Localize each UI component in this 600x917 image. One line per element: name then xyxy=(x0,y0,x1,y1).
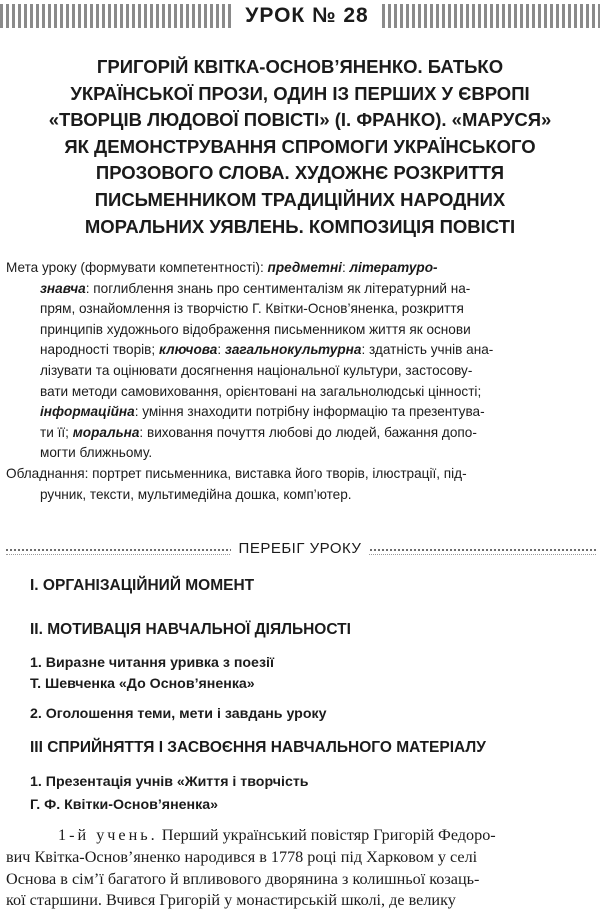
equipment-line: ручник, тексти, мультимедійна дошка, комп’ютер. xyxy=(40,486,352,502)
subsection-heading: Т. Шевченка «До Основ’яненка» xyxy=(30,676,255,692)
lesson-number: УРОК № 28 xyxy=(245,4,369,27)
title-line: МОРАЛЬНИХ УЯВЛЕНЬ. КОМПОЗИЦІЯ ПОВІСТІ xyxy=(84,215,516,237)
info-label: інформаційна xyxy=(40,404,135,420)
equipment-line: Обладнання: портрет письменника, виставка його творів, ілюстрації, під- xyxy=(6,465,467,481)
goal-line: лізувати та оцінювати досягнення національної культури, застосову- xyxy=(40,362,473,378)
literary-label: літературо- xyxy=(349,260,438,275)
title-line: ПИСЬМЕННИКОМ ТРАДИЦІЙНИХ НАРОДНИХ xyxy=(94,188,506,210)
title-line: ЯК ДЕМОНСТРУВАННЯ СПРОМОГИ УКРАЇНСЬКОГО xyxy=(64,135,536,157)
text-line: 1-й учень. Перший український повістяр Григорій Федоро- xyxy=(58,826,496,844)
goal-line: могти ближньому. xyxy=(40,445,153,461)
section-heading: ІІІ СПРИЙНЯТТЯ І ЗАСВОЄННЯ НАВЧАЛЬНОГО МАТЕРІАЛУ xyxy=(30,739,486,756)
course-title: ПЕРЕБІГ УРОКУ xyxy=(0,540,600,557)
goal-line: прям, ознайомлення із творчістю Г. Квітки-Основ’яненка, розкриття xyxy=(40,301,464,317)
lesson-header xyxy=(0,0,600,32)
general-label: загальнокультурна xyxy=(224,342,362,358)
subsection-heading: 1. Виразне читання уривка з поезії xyxy=(30,655,274,671)
goal-line: принципів художнього відображення письменником життя як основи xyxy=(40,321,471,337)
key-label: ключова xyxy=(158,342,218,358)
text-line: Основа в сім’ї багатого й впливового дворянина з колишньої козаць- xyxy=(6,869,480,888)
subsection-heading: 2. Оголошення теми, мети і завдань уроку xyxy=(30,706,327,722)
text-line: вич Квітка-Основ’яненко народився в 1778 році під Харковом у селі xyxy=(6,847,478,866)
speaker-label: 1-й учень. xyxy=(58,826,158,844)
subsection-heading: Г. Ф. Квітки-Основ’яненка» xyxy=(30,797,218,813)
goal-line: Мета уроку (формувати компетентності): предметні: літературо- xyxy=(6,260,438,275)
lesson-title xyxy=(30,54,570,240)
goal-line: ти її; моральна: виховання почуття любові до людей, бажання допо- xyxy=(40,424,477,440)
lesson-goal-block xyxy=(6,258,596,505)
goal-label: Мета уроку (формувати компетентності): xyxy=(6,260,264,275)
title-line: ПРОЗОВОГО СЛОВА. ХУДОЖНЄ РОЗКРИТТЯ xyxy=(95,162,505,184)
goal-line: народності творів; ключова: загальнокультурна: здатність учнів ана- xyxy=(40,342,494,358)
section-heading: ІІ. МОТИВАЦІЯ НАВЧАЛЬНОЇ ДІЯЛЬНОСТІ xyxy=(30,621,351,638)
goal-line: вати методи самовиховання, орієнтовані на загальнолюдські цінності; xyxy=(40,383,482,399)
student-text xyxy=(6,825,594,912)
header-hatch-left xyxy=(0,4,232,28)
subject-label: предметні xyxy=(267,260,342,275)
text-line: кої старшини. Вчився Григорій у монастирській школі, де велику xyxy=(6,891,456,910)
equipment-label: Обладнання xyxy=(6,465,85,481)
moral-label: моральна xyxy=(72,424,140,440)
title-line: УКРАЇНСЬКОЇ ПРОЗИ, ОДИН ІЗ ПЕРШИХ У ЄВРОПІ xyxy=(70,82,530,104)
goal-line: інформаційна: уміння знаходити потрібну інформацію та презентува- xyxy=(40,404,485,420)
section-heading: І. ОРГАНІЗАЦІЙНИЙ МОМЕНТ xyxy=(30,577,255,594)
goal-line: знавча: поглиблення знань про сентименталізм як літературний на- xyxy=(40,280,471,296)
title-line: ГРИГОРІЙ КВІТКА-ОСНОВ’ЯНЕНКО. БАТЬКО xyxy=(96,56,504,77)
header-hatch-right xyxy=(382,4,600,28)
subsection-heading: 1. Презентація учнів «Життя і творчість xyxy=(30,774,309,790)
title-line: «ТВОРЦІВ ЛЮДОВОЇ ПОВІСТІ» (І. ФРАНКО). «МАРУСЯ» xyxy=(48,109,552,131)
